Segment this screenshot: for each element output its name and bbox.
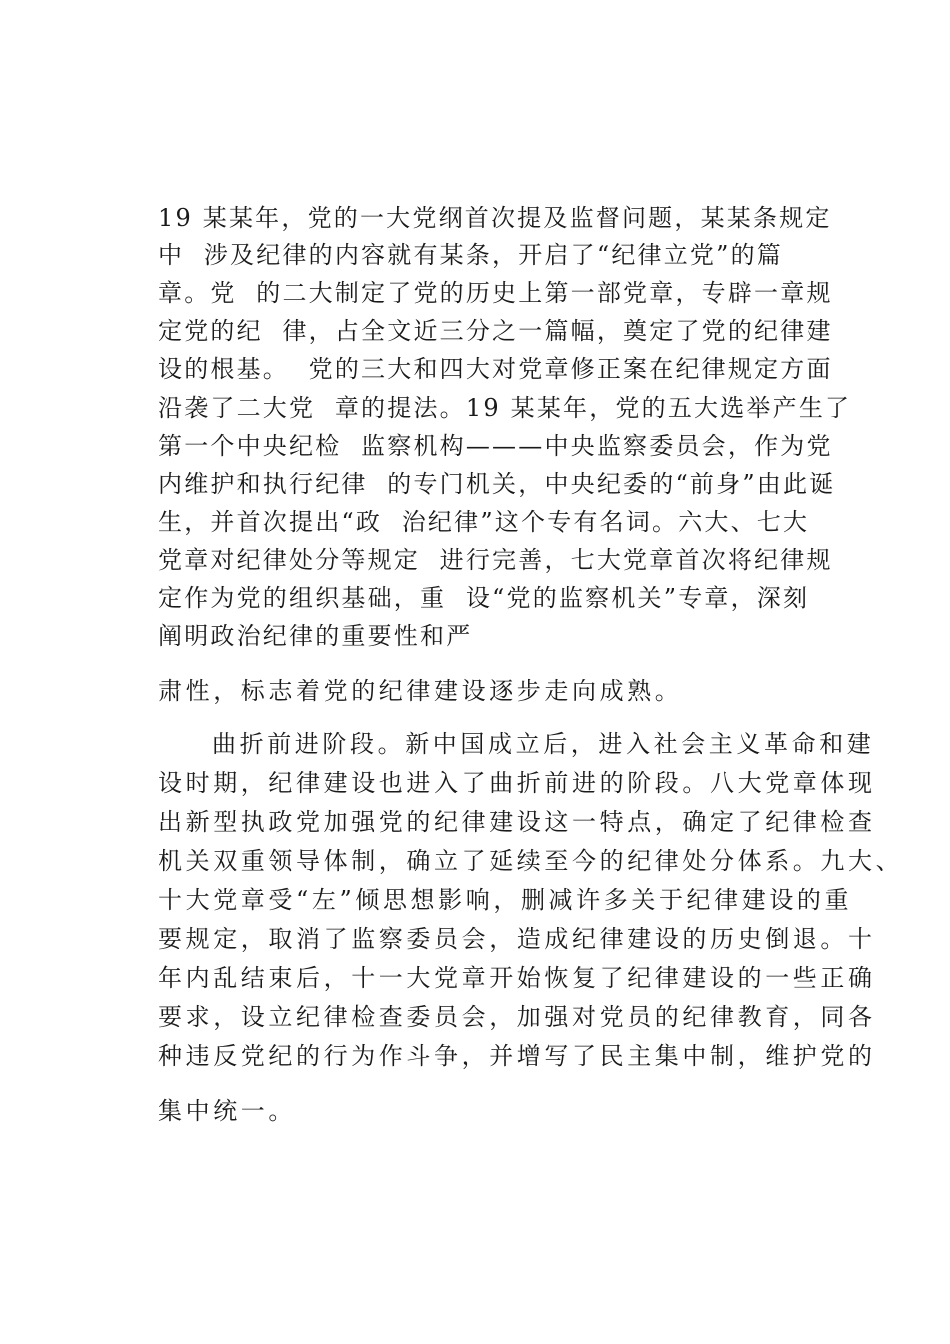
text-line: 种违反党纪的行为作斗争，并增写了民主集中制，维护党的 [158, 1042, 876, 1070]
text-line: 沿袭了二大党 章的提法。19 某某年，党的五大选举产生了 [158, 394, 852, 422]
text-line: 19 某某年，党的一大党纲首次提及监督问题，某某条规定 [158, 204, 832, 232]
text-line: 出新型执政党加强党的纪律建设这一特点，确定了纪律检查 [158, 808, 876, 836]
text-line: 十大党章受“左”倾思想影响，删减许多关于纪律建设的重 [158, 886, 853, 914]
text-line: 定作为党的组织基础，重 设“党的监察机关”专章，深刻 [158, 584, 810, 612]
text-line: 中 涉及纪律的内容就有某条，开启了“纪律立党”的篇 [158, 241, 783, 269]
text-line: 设的根基。 党的三大和四大对党章修正案在纪律规定方面 [158, 355, 833, 383]
text-line: 机关双重领导体制，确立了延续至今的纪律处分体系。九大、 [158, 847, 904, 875]
text-line: 年内乱结束后，十一大党章开始恢复了纪律建设的一些正确 [158, 964, 876, 992]
text-line: 曲折前进阶段。新中国成立后，进入社会主义革命和建 [212, 730, 875, 758]
text-line: 阐明政治纪律的重要性和严 [158, 622, 473, 650]
text-line: 设时期，纪律建设也进入了曲折前进的阶段。八大党章体现 [158, 769, 876, 797]
text-line: 第一个中央纪检 监察机构———中央监察委员会，作为党 [158, 432, 833, 460]
text-line: 定党的纪 律，占全文近三分之一篇幅，奠定了党的纪律建 [158, 317, 833, 345]
text-line: 要求，设立纪律检查委员会，加强对党员的纪律教育，同各 [158, 1003, 876, 1031]
text-line: 生，并首次提出“政 治纪律”这个专有名词。六大、七大 [158, 508, 810, 536]
text-line: 集中统一。 [158, 1097, 296, 1125]
text-line: 要规定，取消了监察委员会，造成纪律建设的历史倒退。十 [158, 925, 876, 953]
text-line: 章。党 的二大制定了党的历史上第一部党章，专辟一章规 [158, 279, 833, 307]
text-line: 内维护和执行纪律 的专门机关，中央纪委的“前身”由此诞 [158, 470, 836, 498]
text-line: 党章对纪律处分等规定 进行完善，七大党章首次将纪律规 [158, 546, 833, 574]
text-line: 肃性，标志着党的纪律建设逐步走向成熟。 [158, 677, 683, 705]
